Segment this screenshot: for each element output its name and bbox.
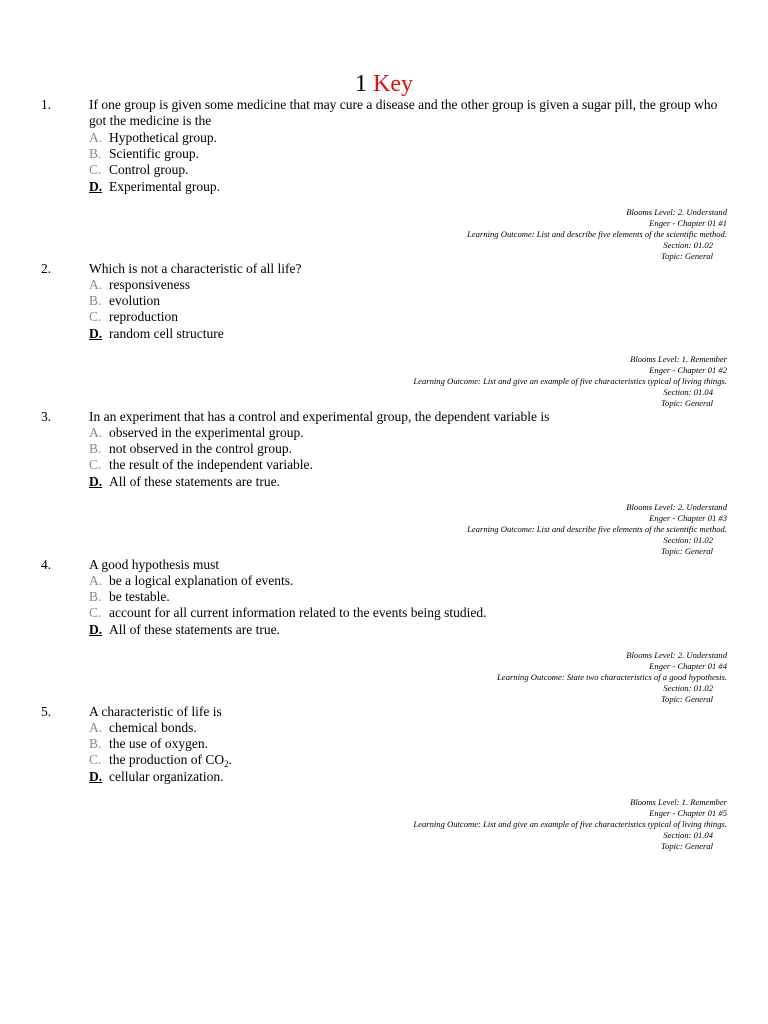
answer-option — [89, 326, 729, 342]
option-text: cellular organization. — [109, 768, 224, 784]
title-number: 1 — [355, 71, 367, 97]
answer-options — [89, 425, 729, 490]
meta-blooms: Blooms Level: 2. Understand — [626, 650, 727, 660]
correct-answer-letter: D. — [89, 621, 103, 637]
answer-options — [89, 130, 729, 195]
option-subscript: 2 — [224, 759, 229, 770]
meta-section: Section: 01.04 — [663, 387, 713, 397]
question-text: In an experiment that has a control and experimental group, the dependent variable is — [89, 409, 550, 424]
option-letter: C. — [89, 309, 102, 325]
answer-option — [89, 441, 729, 457]
correct-answer-letter: D. — [89, 473, 103, 489]
meta-topic: Topic: General — [661, 251, 713, 261]
option-letter: C. — [89, 752, 102, 768]
meta-outcome: Learning Outcome: List and give an example of five characteristics typical of living things. — [413, 819, 727, 829]
answer-options — [89, 720, 729, 785]
option-letter: B. — [89, 293, 102, 309]
option-letter: B. — [89, 589, 102, 605]
meta-outcome: Learning Outcome: List and describe five elements of the scientific method. — [467, 524, 727, 534]
option-letter: A. — [89, 277, 103, 292]
answer-option — [89, 474, 729, 490]
answer-option — [89, 752, 729, 768]
option-text: not observed in the control group. — [109, 441, 292, 457]
question-number: 1. — [41, 97, 52, 112]
meta-topic: Topic: General — [661, 398, 713, 408]
question-number: 5. — [41, 704, 52, 719]
answer-option — [89, 573, 729, 589]
meta-chapter: Enger - Chapter 01 #3 — [649, 513, 727, 523]
question-text: A characteristic of life is — [89, 704, 222, 719]
meta-section: Section: 01.02 — [663, 240, 713, 250]
option-text: be testable. — [109, 589, 170, 605]
option-text: account for all current information related to the events being studied. — [109, 605, 487, 621]
meta-blooms: Blooms Level: 2. Understand — [626, 207, 727, 217]
option-letter: B. — [89, 736, 102, 752]
meta-section: Section: 01.04 — [663, 830, 713, 840]
option-text: Scientific group. — [109, 146, 199, 162]
option-text: All of these statements are true. — [109, 473, 280, 489]
meta-chapter: Enger - Chapter 01 #1 — [649, 218, 727, 228]
page-title — [0, 70, 768, 98]
option-text: Experimental group. — [109, 178, 220, 194]
question-number: 3. — [41, 409, 52, 424]
question-text: Which is not a characteristic of all life? — [89, 261, 302, 276]
meta-topic: Topic: General — [661, 841, 713, 851]
option-letter: A. — [89, 130, 103, 145]
correct-answer-letter: D. — [89, 768, 103, 784]
meta-chapter: Enger - Chapter 01 #4 — [649, 661, 727, 671]
answer-options — [89, 573, 729, 638]
option-text: observed in the experimental group. — [109, 425, 304, 440]
answer-option — [89, 622, 729, 638]
meta-blooms: Blooms Level: 2. Understand — [626, 502, 727, 512]
answer-option — [89, 309, 729, 325]
answer-option — [89, 769, 729, 785]
answer-option — [89, 457, 729, 473]
option-letter: A. — [89, 720, 103, 735]
correct-answer-letter: D. — [89, 178, 103, 194]
option-text: the use of oxygen. — [109, 736, 208, 752]
option-text: chemical bonds. — [109, 720, 197, 735]
option-letter: C. — [89, 605, 102, 621]
answer-option — [89, 162, 729, 178]
question-text: A good hypothesis must — [89, 557, 220, 572]
option-text: random cell structure — [109, 325, 224, 341]
option-suffix: . — [228, 752, 232, 768]
option-text: Control group. — [109, 162, 189, 178]
option-text: the result of the independent variable. — [109, 457, 313, 473]
answer-options — [89, 277, 729, 342]
meta-outcome: Learning Outcome: List and describe five elements of the scientific method. — [467, 229, 727, 239]
meta-chapter: Enger - Chapter 01 #2 — [649, 365, 727, 375]
question-number: 2. — [41, 261, 52, 276]
option-text: be a logical explanation of events. — [109, 573, 294, 588]
answer-option — [89, 179, 729, 195]
option-letter: C. — [89, 162, 102, 178]
question-number: 4. — [41, 557, 52, 572]
answer-option — [89, 425, 729, 441]
meta-outcome: Learning Outcome: State two characteristics of a good hypothesis. — [497, 672, 727, 682]
meta-blooms: Blooms Level: 1. Remember — [630, 354, 727, 364]
answer-option — [89, 736, 729, 752]
option-text: Hypothetical group. — [109, 130, 217, 145]
title-key: Key — [373, 71, 413, 97]
option-letter: B. — [89, 441, 102, 457]
meta-blooms: Blooms Level: 1. Remember — [630, 797, 727, 807]
answer-option — [89, 146, 729, 162]
option-text: All of these statements are true. — [109, 621, 280, 637]
answer-option — [89, 605, 729, 621]
meta-section: Section: 01.02 — [663, 535, 713, 545]
meta-outcome: Learning Outcome: List and give an example of five characteristics typical of living things. — [413, 376, 727, 386]
meta-chapter: Enger - Chapter 01 #5 — [649, 808, 727, 818]
question-text: If one group is given some medicine that may cure a disease and the other group is given a sugar pill, the group who got the medicine is the — [89, 97, 718, 128]
option-text: the production of CO — [109, 752, 225, 768]
option-text: evolution — [109, 293, 160, 309]
option-letter: A. — [89, 573, 103, 588]
answer-option — [89, 277, 729, 293]
answer-option — [89, 720, 729, 736]
meta-topic: Topic: General — [661, 546, 713, 556]
meta-section: Section: 01.02 — [663, 683, 713, 693]
answer-option — [89, 589, 729, 605]
option-letter: C. — [89, 457, 102, 473]
option-letter: A. — [89, 425, 103, 440]
answer-option — [89, 293, 729, 309]
option-text: responsiveness — [109, 277, 190, 292]
meta-topic: Topic: General — [661, 694, 713, 704]
option-letter: B. — [89, 146, 102, 162]
option-text: reproduction — [109, 309, 178, 325]
correct-answer-letter: D. — [89, 325, 103, 341]
answer-option — [89, 130, 729, 146]
